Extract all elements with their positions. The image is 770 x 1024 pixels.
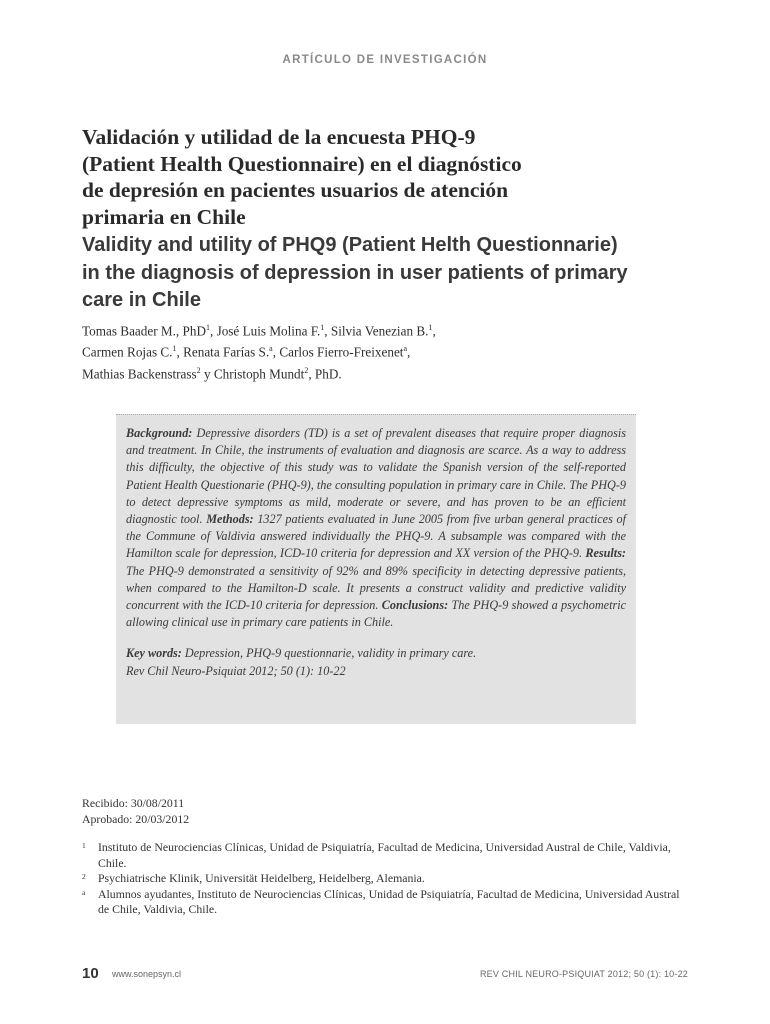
results-label: Results: [585,546,626,561]
conclusions-text: The PHQ-9 showed a psychometric allowing clinical use in primary care patients in Chile. [126,598,626,630]
journal-citation: REV CHIL NEURO-PSIQUIAT 2012; 50 (1): 10-22 [479,969,688,979]
english-title [82,232,702,315]
keywords-label: Key words: [126,646,182,661]
conclusions-label: Conclusions: [381,598,449,613]
abstract-body [126,425,626,631]
author-separator: , [407,344,411,360]
affiliation-mark: 1 [320,322,325,332]
results-text: The PHQ-9 demonstrated a sensitivity of 92% and 89% specificity in detecting depressive patients, when compared to the Hamilton-D scale. It presents a construct validity and predictive validity concurrent with the ICD-10 criteria for depression. [126,563,626,613]
page-footer [82,965,688,984]
affiliation-mark: 1 [172,344,177,354]
affiliation-text: Psychiatrische Klinik, Universität Heidelberg, Heidelberg, Alemania. [98,871,425,885]
affiliation-mark: a [403,344,408,354]
background-text: Depressive disorders (TD) is a set of prevalent diseases that require proper diagnosis and treatment. In Chile, the instruments of evaluation and diagnosis are scarce. As a way to address this difficulty, the objective of this study was to validate the Spanish version of the self-reported Patient Health Questionarie (PHQ-9), the consulting population in primary care in Chile. The PHQ-9 to detect depressive symptoms as mild, moderate or severe, and has proven to be an efficient diagnostic tool. [126,426,626,527]
author-degree: , PhD. [308,366,342,382]
spanish-title [82,124,702,230]
affiliation-mark: 2 [82,872,86,881]
affiliation-mark: a [269,344,273,354]
methods-text: 1327 patients evaluated in June 2005 from five urban general practices of the Commune of Valdivia answered individually the PHQ-9. A subsample was compared with the Hamilton scale for depression, ICD-10 criteria for depression and XX version of the PHQ-9. [126,512,626,561]
author-name: y Christoph Mundt [200,366,305,382]
author-list [82,319,702,385]
affiliation-text: Alumnos ayudantes, Instituto de Neurociencias Clínicas, Unidad de Psiquiatría, Facultad de Medicina, Universidad Austral de Chile, Valdivia, Chile. [98,886,680,916]
author-name: Tomas Baader M., PhD [82,322,206,338]
section-header: ARTÍCULO DE INVESTIGACIÓN [282,54,488,66]
keywords [126,645,626,662]
affiliation-mark: a [82,887,86,897]
english-title-line: care in Chile [82,289,201,311]
author-name: , José Luis Molina F. [209,322,321,338]
abstract-box [116,414,636,724]
affiliation-item [82,840,682,871]
english-title-line: Validity and utility of PHQ9 (Patient Helth Questionnarie) [82,234,618,256]
citation: Rev Chil Neuro-Psiquiat 2012; 50 (1): 10-22 [126,663,346,678]
title-block [82,124,702,384]
spanish-title-line: Validación y utilidad de la encuesta PHQ-9 [82,125,476,149]
english-title-line: in the diagnosis of depression in user patients of primary [82,261,628,284]
affiliation-text: Instituto de Neurociencias Clínicas, Unidad de Psiquiatría, Facultad de Medicina, Universidad Austral de Chile, Valdivia, Chile. [98,840,671,870]
affiliation-mark: 1 [205,322,210,332]
author-name: Mathias Backenstrass [82,366,197,382]
author-name: , Carlos Fierro-Freixenet [272,344,404,360]
author-name: , Silvia Venezian B. [324,322,429,338]
spanish-title-line: (Patient Health Questionnaire) en el diagnóstico [82,151,522,176]
spanish-title-line: de depresión en pacientes usuarios de atención [82,178,509,202]
spanish-title-line: primaria en Chile [82,204,246,229]
website-link[interactable]: www.sonepsyn.cl [112,969,182,979]
affiliation-mark: 2 [304,366,309,376]
page-number: 10 [82,965,99,982]
methods-label: Methods: [206,512,254,527]
affiliation-item [82,871,682,887]
author-separator: , [432,322,436,338]
affiliation-item [82,887,682,918]
affiliation-mark: 1 [428,322,433,332]
approved-date: Aprobado: 20/03/2012 [82,812,190,826]
received-date: Recibido: 30/08/2011 [82,796,185,810]
author-name: Carmen Rojas C. [82,344,173,360]
affiliation-mark: 2 [196,366,201,376]
affiliations [82,840,682,918]
keywords-text: Depression, PHQ-9 questionnarie, validity in primary care. [181,646,477,661]
affiliation-mark: 1 [82,841,86,850]
dates [82,795,189,827]
background-label: Background: [126,426,193,440]
author-name: , Renata Farías S. [176,344,270,360]
